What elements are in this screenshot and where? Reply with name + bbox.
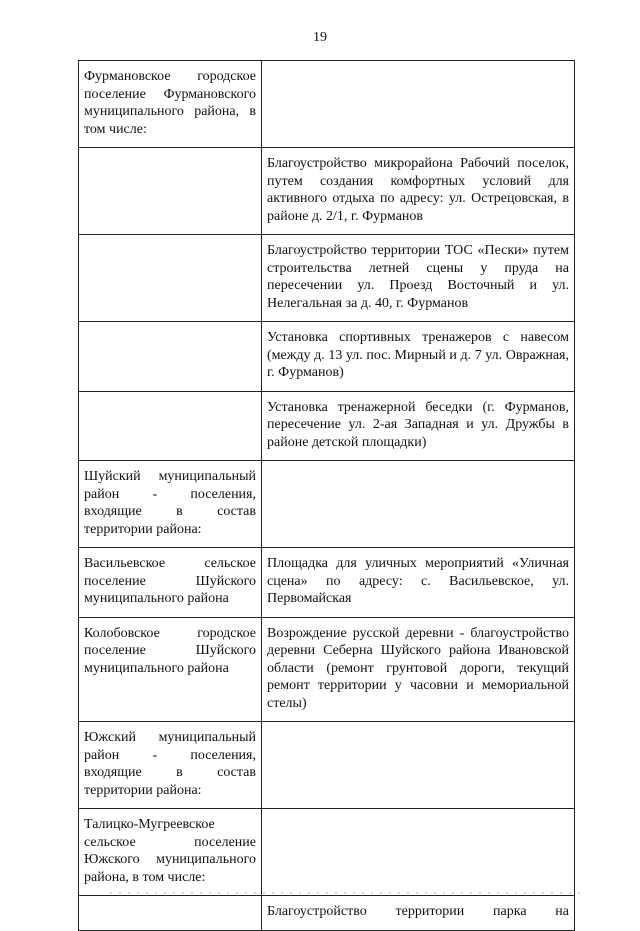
- project-cell: [262, 461, 575, 548]
- settlement-cell: Шуйский муниципальный район - поселения, входящие в состав территории района:: [79, 461, 262, 548]
- project-cell: [262, 722, 575, 809]
- table-row: [79, 722, 575, 809]
- project-cell: Благоустройство территории парка на: [262, 896, 575, 931]
- table-row: [79, 61, 575, 148]
- settlement-cell: Колобовское городское поселение Шуйского муниципального района: [79, 617, 262, 722]
- table-row: [79, 617, 575, 722]
- project-cell: Возрождение русской деревни - благоустройство деревни Себерна Шуйского района Ивановской области (ремонт грунтовой дороги, текущий ремонт территории у часовни и мемориальной стелы): [262, 617, 575, 722]
- project-cell: Благоустройство территории ТОС «Пески» путем строительства летней сцены у пруда на пересечении ул. Проезд Восточный и ул. Нелегальная за д. 40, г. Фурманов: [262, 235, 575, 322]
- settlement-cell: Фурмановское городское поселение Фурмановского муниципального района, в том числе:: [79, 61, 262, 148]
- table-row: [79, 896, 575, 931]
- settlement-cell: Васильевское сельское поселение Шуйского муниципального района: [79, 548, 262, 618]
- settlement-cell: [79, 322, 262, 392]
- table-row: [79, 391, 575, 461]
- table-row: [79, 322, 575, 392]
- project-cell: Площадка для уличных мероприятий «Уличная сцена» по адресу: с. Васильевское, ул. Первомайская: [262, 548, 575, 618]
- table-row: [79, 461, 575, 548]
- settlement-cell: [79, 391, 262, 461]
- table-row: [79, 809, 575, 896]
- scan-artifact: [110, 892, 580, 894]
- page-number: 19: [313, 30, 327, 45]
- settlement-cell: [79, 235, 262, 322]
- settlement-cell: [79, 148, 262, 235]
- project-cell: [262, 809, 575, 896]
- settlement-cell: Талицко-Мугреевское сельское поселение Южского муниципального района, в том числе:: [79, 809, 262, 896]
- project-cell: Установка спортивных тренажеров с навесом (между д. 13 ул. пос. Мирный и д. 7 ул. Овражная, г. Фурманов): [262, 322, 575, 392]
- projects-table: [78, 60, 575, 931]
- settlement-cell: Южский муниципальный район - поселения, входящие в состав территории района:: [79, 722, 262, 809]
- project-cell: Установка тренажерной беседки (г. Фурманов, пересечение ул. 2-ая Западная и ул. Дружбы в районе детской площадки): [262, 391, 575, 461]
- project-cell: Благоустройство микрорайона Рабочий поселок, путем создания комфортных условий для активного отдыха по адресу: ул. Острецовская, в районе д. 2/1, г. Фурманов: [262, 148, 575, 235]
- table-row: [79, 235, 575, 322]
- table-row: [79, 148, 575, 235]
- project-cell: [262, 61, 575, 148]
- settlement-cell: [79, 896, 262, 931]
- table-row: [79, 548, 575, 618]
